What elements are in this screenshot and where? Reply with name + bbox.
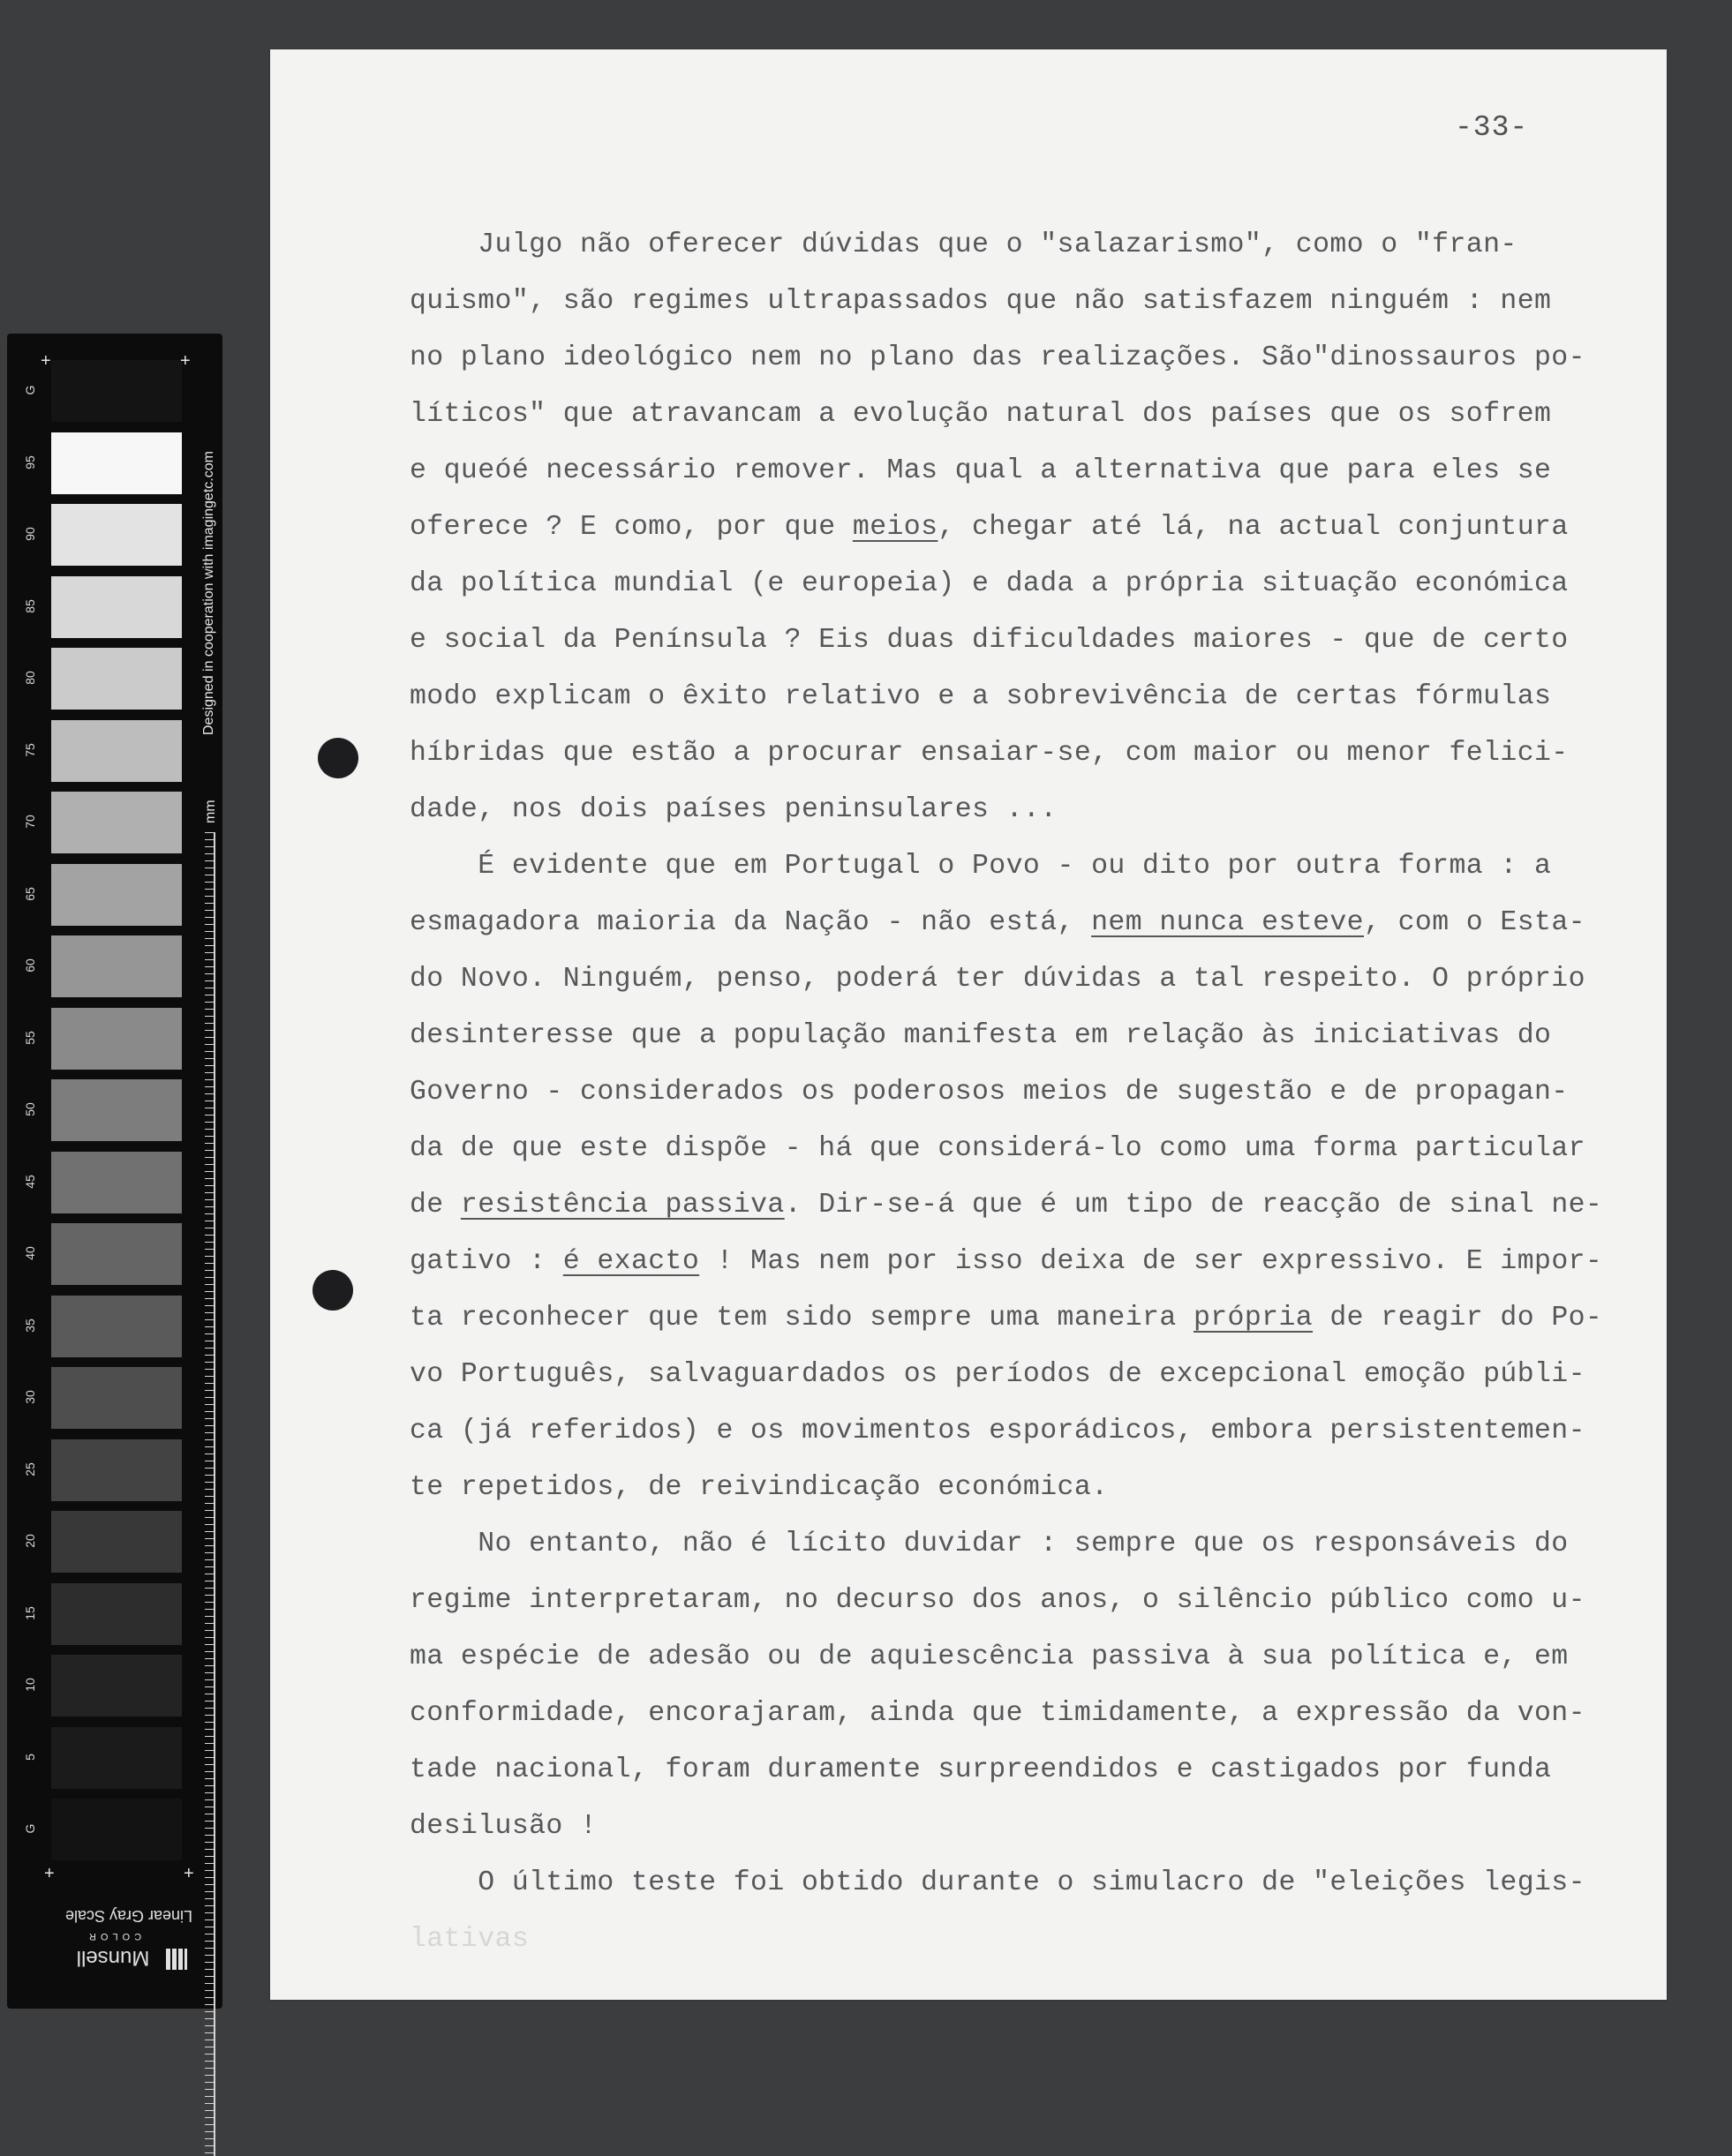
page-number: -33- [1455,111,1529,144]
text-line [410,274,1610,330]
underlined-text: meios [852,512,938,543]
line-text: no plano ideológico nem no plano das realizações. São"dinossauros po- [410,342,1585,373]
scale-unit: mm [203,800,218,823]
grade-label: 90 [23,527,37,541]
text-line [410,387,1610,443]
text-line [410,669,1610,725]
line-text: ! Mas nem por isso deixa de ser expressivo. E impor- [699,1246,1603,1277]
text-line [410,556,1610,612]
line-text: dade, nos dois países peninsulares ... [410,794,1058,825]
grade-label: 40 [23,1246,37,1260]
line-text: vo Português, salvaguardados os períodos de excepcional emoção públi- [410,1359,1585,1390]
line-text: , chegar até lá, na actual conjuntura [938,512,1569,543]
gray-patch [51,1223,182,1285]
text-line [410,1516,1610,1573]
grade-label: 85 [23,598,37,613]
grade-label: 10 [23,1678,37,1692]
gray-patch [51,504,182,566]
punch-hole [318,738,358,778]
text-line [410,782,1610,838]
line-text: esmagadora maioria da Nação - não está, [410,907,1092,938]
grade-label: 65 [23,886,37,901]
registration-mark: + [41,351,51,371]
grade-label: 20 [23,1534,37,1548]
text-line [410,1290,1610,1347]
grade-label: 80 [23,671,37,685]
line-text: O último teste foi obtido durante o simulacro de "eleições legis- [410,1867,1585,1898]
grade-label: 75 [23,742,37,757]
line-text: No entanto, não é lícito duvidar : sempre que os responsáveis do [410,1529,1569,1559]
gray-patch [51,1727,182,1789]
line-text: tade nacional, foram duramente surpreendidos e castigados por funda [410,1754,1552,1785]
text-line [410,1177,1610,1234]
text-line [410,1347,1610,1403]
gray-patch [51,720,182,782]
line-text: lativas [410,1924,530,1955]
registration-mark: + [184,1864,194,1883]
line-text: . Dir-se-á que é um tipo de reacção de sinal ne- [784,1190,1603,1221]
text-line [410,1573,1610,1629]
text-line [410,1629,1610,1686]
gray-patch [51,1583,182,1645]
mm-ruler-spine [214,832,215,2156]
gray-patch [51,1152,182,1213]
line-text: da de que este dispõe - há que considerá-lo como uma forma particular [410,1133,1585,1164]
gray-patch [51,648,182,710]
text-line [410,895,1610,951]
grade-label: G [23,385,37,395]
munsell-logo-icon [166,1949,187,1970]
text-line [410,1460,1610,1516]
text-line [410,1121,1610,1177]
line-text: de [410,1190,461,1221]
gray-patch [51,1079,182,1141]
line-text: te repetidos, de reivindicação económica. [410,1472,1109,1503]
brand-small: COLOR [84,1931,142,1942]
grade-label: 70 [23,815,37,829]
grade-label: 15 [23,1605,37,1620]
gray-patch [51,432,182,494]
scale-credit: Designed in cooperation with imagingetc.com [201,451,216,735]
registration-mark: + [44,1864,55,1883]
punch-hole [313,1270,353,1311]
gray-patch [51,864,182,926]
line-text: e queóé necessário remover. Mas qual a alternativa que para eles se [410,455,1552,486]
text-line [410,217,1610,274]
body-text [410,217,1610,1968]
grade-label: 50 [23,1102,37,1116]
gray-patch [51,1296,182,1357]
text-line [410,1912,1610,1968]
line-text: quismo", são regimes ultrapassados que não satisfazem ninguém : nem [410,286,1552,317]
line-text: líticos" que atravancam a evolução natural dos países que os sofrem [410,399,1552,430]
line-text: e social da Península ? Eis duas dificuldades maiores - que de certo [410,625,1569,656]
brand-name: Munsell [76,1946,150,1970]
line-text: conformidade, encorajaram, ainda que timidamente, a expressão da von- [410,1698,1585,1729]
line-text: ta reconhecer que tem sido sempre uma maneira [410,1303,1194,1333]
gray-patch [51,1008,182,1070]
grade-label: 55 [23,1030,37,1045]
grade-label: 35 [23,1318,37,1333]
gray-patch [51,1799,182,1860]
line-text: de reagir do Po- [1313,1303,1603,1333]
line-text: híbridas que estão a procurar ensaiar-se, com maior ou menor felici- [410,738,1569,769]
underlined-text: própria [1193,1303,1314,1333]
grade-label: 5 [23,1753,37,1761]
grade-label: 60 [23,958,37,973]
registration-mark: + [180,351,191,371]
grade-label: 95 [23,454,37,470]
text-line [410,951,1610,1008]
line-text: , com o Esta- [1363,907,1585,938]
grade-label: 45 [23,1174,37,1189]
gray-patch [51,576,182,638]
gray-patch [51,360,182,422]
line-text: da política mundial (e europeia) e dada a própria situação económica [410,568,1569,599]
text-line [410,1855,1610,1912]
gray-scale-card [7,334,222,2009]
text-line [410,443,1610,500]
line-text: gativo : [410,1246,563,1277]
line-text: desinteresse que a população manifesta em relação às iniciativas do [410,1020,1552,1051]
line-text: ma espécie de adesão ou de aquiescência passiva à sua política e, em [410,1641,1569,1672]
typed-page [270,49,1667,2000]
line-text: Governo - considerados os poderosos meios de sugestão e de propagan- [410,1077,1569,1108]
gray-patch [51,1367,182,1429]
gray-patch [51,1511,182,1573]
line-text: regime interpretaram, no decurso dos anos, o silêncio público como u- [410,1585,1585,1616]
underlined-text: nem nunca esteve [1091,907,1364,938]
text-line [410,1742,1610,1799]
line-text: do Novo. Ninguém, penso, poderá ter dúvidas a tal respeito. O próprio [410,964,1585,995]
text-line [410,1686,1610,1742]
text-line [410,1008,1610,1064]
gray-patch [51,935,182,997]
text-line [410,1403,1610,1460]
line-text: É evidente que em Portugal o Povo - ou dito por outra forma : a [410,851,1552,882]
underlined-text: é exacto [562,1246,700,1277]
line-text: oferece ? E como, por que [410,512,853,543]
text-line [410,725,1610,782]
scale-title: Linear Gray Scale [64,1907,193,1925]
text-line [410,1064,1610,1121]
grade-label: 30 [23,1390,37,1404]
grade-label: G [23,1823,37,1834]
underlined-text: resistência passiva [460,1190,785,1221]
grade-label: 25 [23,1461,37,1476]
text-line [410,1799,1610,1855]
line-text: modo explicam o êxito relativo e a sobrevivência de certas fórmulas [410,681,1552,712]
gray-patch [51,792,182,853]
text-line [410,500,1610,556]
text-line [410,1234,1610,1290]
gray-patch [51,1655,182,1717]
text-line [410,330,1610,387]
text-line [410,838,1610,895]
line-text: ca (já referidos) e os movimentos esporádicos, embora persistentemen- [410,1416,1585,1446]
gray-patch [51,1439,182,1501]
line-text: desilusão ! [410,1811,598,1842]
text-line [410,612,1610,669]
line-text: Julgo não oferecer dúvidas que o "salazarismo", como o "fran- [410,229,1517,260]
